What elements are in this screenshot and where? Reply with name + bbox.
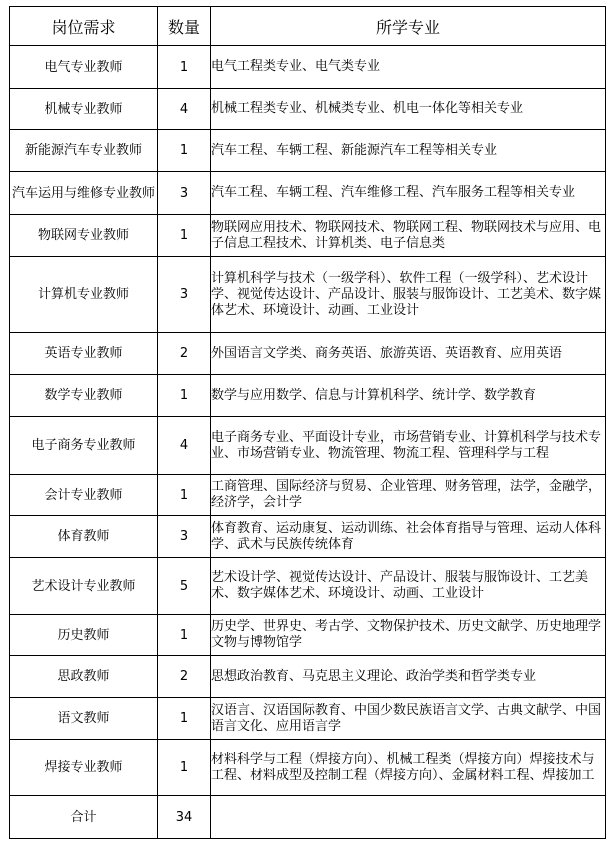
major-cell: 思想政治教育、马克思主义理论、政治学类和哲学类专业	[211, 656, 606, 698]
position-cell: 计算机专业教师	[10, 257, 158, 333]
header-row	[10, 7, 606, 46]
major-cell: 汽车工程、车辆工程、新能源汽车工程等相关专业	[211, 130, 606, 172]
position-cell: 物联网专业教师	[10, 215, 158, 257]
table-row	[10, 46, 606, 89]
count-cell: 1	[158, 46, 211, 89]
count-cell: 3	[158, 172, 211, 215]
major-cell: 艺术设计学、视觉传达设计、产品设计、服装与服饰设计、工艺美术、数字媒体艺术、环境设计、动画、工业设计	[211, 558, 606, 615]
count-cell: 1	[158, 698, 211, 740]
position-cell: 数学专业教师	[10, 375, 158, 417]
table-row	[10, 257, 606, 333]
position-cell: 机械专业教师	[10, 89, 158, 130]
position-cell: 历史教师	[10, 615, 158, 656]
position-cell: 语文教师	[10, 698, 158, 740]
table-row	[10, 417, 606, 475]
count-cell: 1	[158, 475, 211, 516]
position-cell: 新能源汽车专业教师	[10, 130, 158, 172]
major-cell: 汉语言、汉语国际教育、中国少数民族语言文学、古典文献学、中国语言文化、应用语言学	[211, 698, 606, 740]
table-row	[10, 172, 606, 215]
total-count: 34	[158, 796, 211, 839]
count-cell: 1	[158, 740, 211, 796]
major-cell: 数学与应用数学、信息与计算机科学、统计学、数学教育	[211, 375, 606, 417]
position-cell: 思政教师	[10, 656, 158, 698]
major-cell: 外国语言文学类、商务英语、旅游英语、英语教育、应用英语	[211, 333, 606, 375]
total-row	[10, 796, 606, 839]
major-cell: 材料科学与工程（焊接方向）、机械工程类（焊接方向）焊接技术与工程、材料成型及控制工程（焊接方向）、金属材料工程、焊接加工	[211, 740, 606, 796]
major-cell: 电气工程类专业、电气类专业	[211, 46, 606, 89]
position-cell: 电气专业教师	[10, 46, 158, 89]
header-major: 所学专业	[211, 7, 606, 46]
table-row	[10, 333, 606, 375]
major-cell: 电子商务专业、平面设计专业，市场营销专业、计算机科学与技术专业、市场营销专业、物流管理、物流工程、管理科学与工程	[211, 417, 606, 475]
major-cell: 计算机科学与技术（一级学科）、软件工程（一级学科）、艺术设计学、视觉传达设计、产品设计、服装与服饰设计、工艺美术、数字媒体艺术、环境设计、动画、工业设计	[211, 257, 606, 333]
position-cell: 体育教师	[10, 516, 158, 558]
major-cell: 体育教育、运动康复、运动训练、社会体育指导与管理、运动人体科学、武术与民族传统体育	[211, 516, 606, 558]
table-row	[10, 130, 606, 172]
position-cell: 艺术设计专业教师	[10, 558, 158, 615]
count-cell: 4	[158, 417, 211, 475]
major-cell: 工商管理、国际经济与贸易、企业管理、财务管理，法学，金融学，经济学，会计学	[211, 475, 606, 516]
count-cell: 1	[158, 375, 211, 417]
count-cell: 2	[158, 333, 211, 375]
table-row	[10, 740, 606, 796]
major-cell: 物联网应用技术、物联网技术、物联网工程、物联网技术与应用、电子信息工程技术、计算机类、电子信息类	[211, 215, 606, 257]
position-cell: 焊接专业教师	[10, 740, 158, 796]
table-row	[10, 475, 606, 516]
header-position: 岗位需求	[10, 7, 158, 46]
table-row	[10, 558, 606, 615]
table-row	[10, 215, 606, 257]
count-cell: 3	[158, 516, 211, 558]
major-cell: 机械工程类专业、机械类专业、机电一体化等相关专业	[211, 89, 606, 130]
count-cell: 3	[158, 257, 211, 333]
header-count: 数量	[158, 7, 211, 46]
table-row	[10, 89, 606, 130]
count-cell: 1	[158, 615, 211, 656]
total-major-cell	[211, 796, 606, 839]
table-row	[10, 615, 606, 656]
table-row	[10, 375, 606, 417]
count-cell: 4	[158, 89, 211, 130]
count-cell: 5	[158, 558, 211, 615]
position-cell: 电子商务专业教师	[10, 417, 158, 475]
count-cell: 2	[158, 656, 211, 698]
position-cell: 汽车运用与维修专业教师	[10, 172, 158, 215]
position-cell: 会计专业教师	[10, 475, 158, 516]
table-row	[10, 656, 606, 698]
major-cell: 历史学、世界史、考古学、文物保护技术、历史文献学、历史地理学文物与博物馆学	[211, 615, 606, 656]
table-row	[10, 698, 606, 740]
major-cell: 汽车工程、车辆工程、汽车维修工程、汽车服务工程等相关专业	[211, 172, 606, 215]
total-label: 合计	[10, 796, 158, 839]
recruitment-table	[9, 6, 606, 839]
table-row	[10, 516, 606, 558]
count-cell: 1	[158, 215, 211, 257]
position-cell: 英语专业教师	[10, 333, 158, 375]
count-cell: 1	[158, 130, 211, 172]
